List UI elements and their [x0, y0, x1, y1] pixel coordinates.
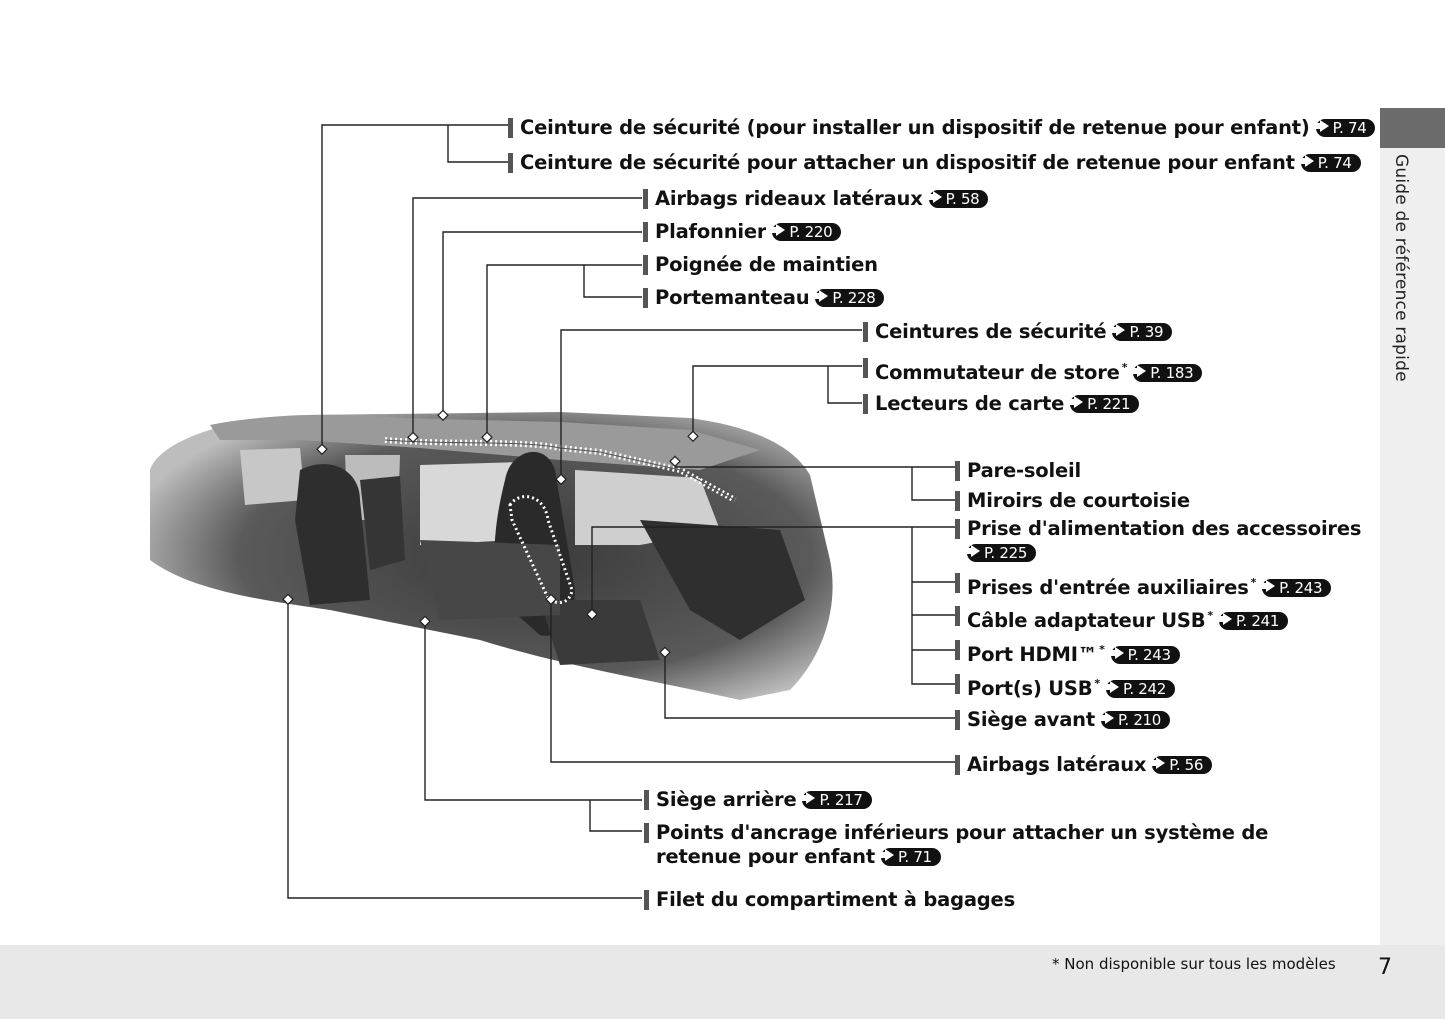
callout-map-lights	[875, 392, 1139, 416]
callout-text: Plafonnier	[655, 220, 767, 243]
page-ref-link[interactable]: P. 39	[1112, 323, 1172, 341]
callout-text: Airbags rideaux latéraux	[655, 187, 923, 210]
page-ref-link[interactable]: P. 217	[802, 791, 871, 809]
arrow-right-icon	[971, 545, 980, 557]
page-ref-link[interactable]: P. 74	[1316, 119, 1376, 137]
callout-text: Airbags latéraux	[967, 753, 1147, 776]
callout-bar	[643, 288, 648, 308]
asterisk-mark: *	[1250, 576, 1257, 589]
callout-side-airbags	[967, 753, 1212, 777]
callout-text: Siège arrière	[656, 788, 797, 811]
callout-bar	[955, 573, 960, 593]
callout-sunshade-switch	[875, 356, 1202, 385]
callout-text: Port(s) USB	[967, 677, 1093, 700]
page-ref-link[interactable]: P. 242	[1106, 680, 1175, 698]
callout-vanity-mirrors	[967, 489, 1190, 513]
callout-text: Prise d'alimentation des accessoires	[967, 517, 1362, 540]
callout-cargo-net	[656, 888, 1015, 912]
arrow-right-icon	[1115, 647, 1124, 659]
arrow-right-icon	[1074, 396, 1083, 408]
callout-text: Ceinture de sécurité pour attacher un dispositif de retenue pour enfant	[520, 151, 1295, 174]
arrow-right-icon	[1320, 120, 1329, 132]
arrow-right-icon	[933, 191, 942, 203]
page-ref-link[interactable]: P. 221	[1070, 395, 1139, 413]
callout-bar	[644, 890, 649, 910]
callout-bar	[955, 461, 960, 481]
page-ref-link[interactable]: P. 183	[1133, 364, 1202, 382]
callout-bar	[508, 118, 513, 138]
callout-ceiling-light	[655, 220, 841, 244]
callout-text: Ceinture de sécurité (pour installer un dispositif de retenue pour enfant)	[520, 116, 1310, 139]
page-ref-link[interactable]: P. 58	[929, 190, 989, 208]
callout-rear-seat	[656, 788, 872, 812]
callout-bar	[508, 153, 513, 173]
callout-bar	[955, 519, 960, 539]
asterisk-mark: *	[1099, 643, 1105, 656]
arrow-right-icon	[1266, 580, 1275, 592]
page-ref-link[interactable]: P. 225	[967, 544, 1036, 562]
arrow-right-icon	[806, 792, 815, 804]
callout-seatbelts	[875, 320, 1172, 344]
callout-bar	[863, 358, 868, 378]
callout-text: Câble adaptateur USB	[967, 609, 1206, 632]
arrow-right-icon	[1105, 712, 1114, 724]
callout-seatbelt-child-seat-install	[520, 116, 1375, 140]
callout-curtain-airbags	[655, 187, 988, 211]
arrow-right-icon	[1116, 324, 1125, 336]
callout-bar	[644, 823, 649, 843]
callout-bar	[644, 790, 649, 810]
page-ref-link[interactable]: P. 243	[1262, 579, 1331, 597]
callout-accessory-power-socket	[967, 517, 1361, 565]
callout-bar	[955, 606, 960, 626]
callout-front-seat	[967, 708, 1170, 732]
callout-coat-hook	[655, 286, 884, 310]
callout-text: Points d'ancrage inférieurs pour attacher un système de	[656, 821, 1269, 844]
callout-text: Port HDMI™	[967, 643, 1098, 666]
callout-text: Commutateur de store	[875, 361, 1120, 384]
callout-text: Lecteurs de carte	[875, 392, 1065, 415]
page-ref-link[interactable]: P. 228	[815, 289, 884, 307]
arrow-right-icon	[1156, 757, 1165, 769]
callout-text: Filet du compartiment à bagages	[656, 888, 1015, 911]
callout-bar	[863, 322, 868, 342]
callout-bar	[955, 491, 960, 511]
callout-bar	[955, 755, 960, 775]
callout-bar	[863, 394, 868, 414]
callout-text: Prises d'entrée auxiliaires	[967, 576, 1249, 599]
callout-usb-adapter-cable	[967, 604, 1288, 633]
callout-bar	[643, 222, 648, 242]
page-ref-link[interactable]: P. 56	[1152, 756, 1212, 774]
callout-text: Portemanteau	[655, 286, 810, 309]
page-ref-link[interactable]: P. 74	[1301, 154, 1361, 172]
callout-hdmi-port	[967, 638, 1180, 667]
callout-bar	[643, 189, 648, 209]
callout-usb-ports	[967, 672, 1175, 701]
page-number: 7	[1378, 955, 1392, 980]
callout-aux-input-jacks	[967, 571, 1331, 600]
callout-seatbelt-child-seat-attach	[520, 151, 1361, 175]
asterisk-mark: *	[1207, 609, 1213, 622]
page-ref-link[interactable]: P. 210	[1101, 711, 1170, 729]
section-tab-marker	[1380, 108, 1445, 148]
callout-bar	[955, 640, 960, 660]
section-title: Guide de référence rapide	[1391, 154, 1411, 382]
page-ref-link[interactable]: P. 220	[772, 223, 841, 241]
asterisk-mark: *	[1121, 361, 1128, 374]
page-ref-link[interactable]: P. 243	[1111, 646, 1180, 664]
arrow-right-icon	[776, 224, 785, 236]
arrow-right-icon	[1110, 681, 1119, 693]
callout-bar	[955, 710, 960, 730]
callout-bar	[955, 674, 960, 694]
car-interior-illustration	[150, 412, 833, 700]
callout-text: Miroirs de courtoisie	[967, 489, 1190, 512]
arrow-right-icon	[1137, 365, 1146, 377]
arrow-right-icon	[819, 290, 828, 302]
footnote: * Non disponible sur tous les modèles	[1052, 955, 1336, 973]
page-ref-link[interactable]: P. 241	[1219, 612, 1288, 630]
arrow-right-icon	[1223, 613, 1232, 625]
arrow-right-icon	[885, 849, 894, 861]
callout-text: Pare-soleil	[967, 459, 1081, 482]
callout-text: Poignée de maintien	[655, 253, 878, 276]
callout-grab-handle	[655, 253, 878, 277]
callout-text: Siège avant	[967, 708, 1095, 731]
page-ref-link[interactable]: P. 71	[881, 848, 941, 866]
arrow-right-icon	[1305, 155, 1314, 167]
callout-bar	[643, 255, 648, 275]
callout-lower-anchors	[656, 821, 1268, 869]
callout-text: Ceintures de sécurité	[875, 320, 1107, 343]
asterisk-mark: *	[1094, 677, 1100, 690]
callout-text-line2: retenue pour enfant	[656, 845, 875, 868]
callout-sun-visor	[967, 459, 1081, 483]
